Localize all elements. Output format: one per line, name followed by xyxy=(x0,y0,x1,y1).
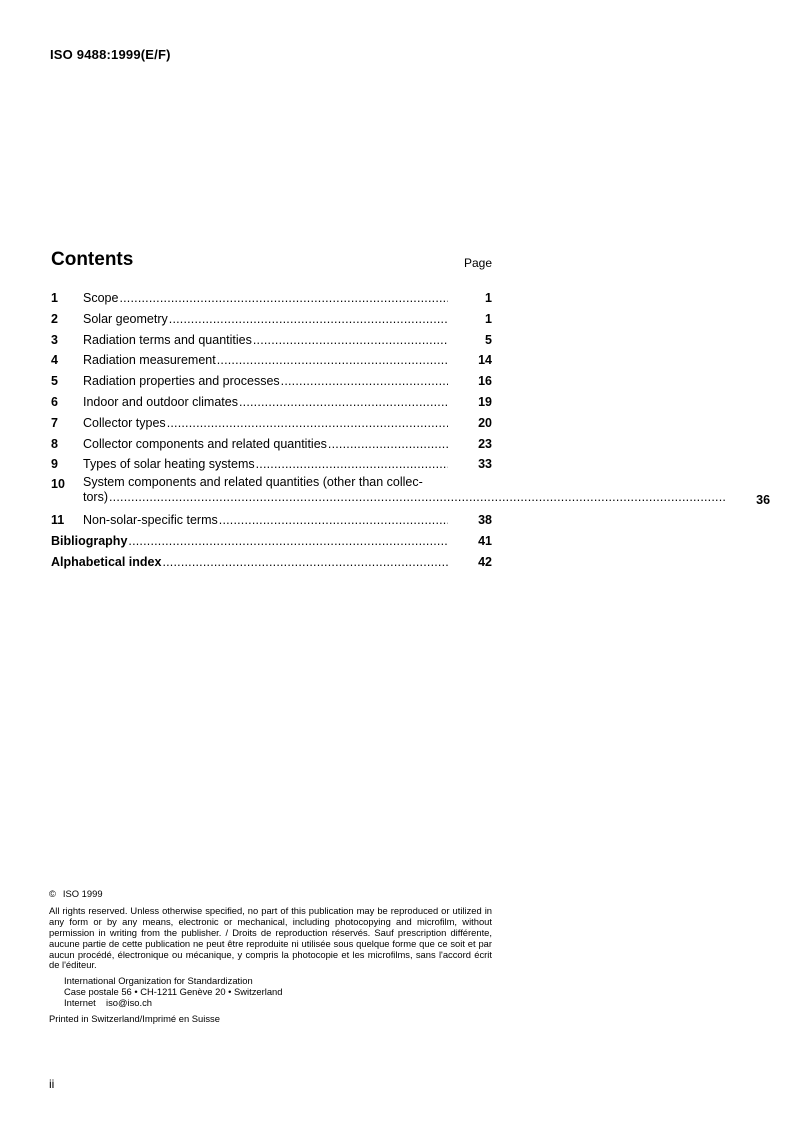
table-of-contents xyxy=(51,288,771,573)
toc-leader-dots xyxy=(169,309,448,330)
publisher-postal-address: Case postale 56 • CH-1211 Genève 20 • Switzerland xyxy=(64,986,283,998)
toc-leader-dots xyxy=(109,490,726,505)
publisher-internet-line xyxy=(64,998,492,1009)
toc-entry-number: 11 xyxy=(51,513,65,528)
toc-entry-label: Scope xyxy=(83,291,119,305)
toc-entry-solar-geometry[interactable] xyxy=(51,309,492,330)
toc-entry-label: Solar geometry xyxy=(83,311,168,326)
toc-entry-number: 1 xyxy=(51,291,58,305)
toc-entry-bibliography[interactable] xyxy=(51,531,492,552)
toc-entry-label: Collector types xyxy=(83,415,166,430)
toc-entry-page: 41 xyxy=(478,533,492,548)
toc-leader-dots xyxy=(167,413,448,434)
toc-leader-dots xyxy=(119,288,448,309)
toc-entry-page: 33 xyxy=(478,457,492,472)
internet-email-link[interactable]: iso@iso.ch xyxy=(106,997,152,1009)
toc-entry-page: 20 xyxy=(478,415,492,430)
printed-in-statement: Printed in Switzerland/Imprimé en Suisse xyxy=(49,1013,220,1025)
toc-entry-number: 7 xyxy=(51,415,58,430)
toc-entry-collector-components[interactable] xyxy=(51,434,492,455)
toc-entry-radiation-measurement[interactable] xyxy=(51,350,492,371)
toc-entry-radiation-terms[interactable] xyxy=(51,330,492,351)
toc-leader-dots xyxy=(219,510,448,531)
page-number: ii xyxy=(49,1077,55,1091)
toc-entry-number: 4 xyxy=(51,353,58,368)
toc-entry-page: 1 xyxy=(485,291,492,305)
toc-leader-dots xyxy=(128,531,448,552)
toc-entry-climates[interactable] xyxy=(51,392,492,413)
toc-entry-scope[interactable] xyxy=(51,288,492,309)
toc-entry-page: 14 xyxy=(478,353,492,368)
toc-entry-label: Radiation measurement xyxy=(83,353,216,368)
copyright-text: ISO 1999 xyxy=(62,888,103,899)
document-id-header: ISO 9488:1999(E/F) xyxy=(50,47,171,62)
toc-entry-number: 8 xyxy=(51,436,58,451)
toc-leader-dots xyxy=(162,552,448,573)
toc-entry-system-components[interactable] xyxy=(51,475,771,510)
toc-entry-page: 16 xyxy=(478,374,492,389)
toc-leader-dots xyxy=(239,392,448,413)
toc-entry-page: 1 xyxy=(485,311,492,326)
publisher-address xyxy=(49,976,492,1009)
toc-entry-number: 3 xyxy=(51,332,58,347)
toc-entry-label: Indoor and outdoor climates xyxy=(83,394,238,409)
toc-entry-label-wrap xyxy=(83,475,730,505)
publisher-name: International Organization for Standardization xyxy=(64,975,253,987)
toc-entry-number: 6 xyxy=(51,394,58,409)
toc-leader-dots xyxy=(253,330,448,351)
toc-entry-label: Bibliography xyxy=(51,533,128,548)
toc-leader-dots xyxy=(328,434,448,455)
toc-entry-heating-systems[interactable] xyxy=(51,454,492,475)
toc-entry-label: Radiation terms and quantities xyxy=(83,332,252,347)
copyright-icon: © xyxy=(49,888,56,899)
toc-entry-label-line1: System components and related quantities (other than collec- xyxy=(83,475,423,490)
toc-entry-number: 10 xyxy=(51,477,65,492)
toc-entry-page: 19 xyxy=(478,394,492,409)
toc-entry-label: Non-solar-specific terms xyxy=(83,513,218,528)
toc-entry-radiation-properties[interactable] xyxy=(51,371,492,392)
toc-entry-non-solar-terms[interactable] xyxy=(51,510,492,531)
toc-entry-number: 9 xyxy=(51,457,58,472)
toc-leader-dots xyxy=(281,371,448,392)
toc-leader-dots xyxy=(217,350,448,371)
toc-entry-page: 42 xyxy=(478,554,492,569)
toc-entry-label: Collector components and related quantities xyxy=(83,436,327,451)
toc-entry-page: 38 xyxy=(478,513,492,528)
toc-entry-label: Radiation properties and processes xyxy=(83,374,280,389)
toc-entry-alphabetical-index[interactable] xyxy=(51,552,492,573)
copyright-block xyxy=(49,889,492,1025)
toc-entry-number: 2 xyxy=(51,311,58,326)
toc-entry-label-line2-row xyxy=(83,490,730,505)
toc-entry-page: 36 xyxy=(756,493,771,508)
toc-entry-label: Types of solar heating systems xyxy=(83,457,255,472)
contents-page-label: Page xyxy=(463,256,492,270)
toc-entry-label-line2: tors) xyxy=(83,490,108,505)
toc-entry-collector-types[interactable] xyxy=(51,413,492,434)
toc-leader-dots xyxy=(256,454,448,475)
copyright-line xyxy=(49,889,492,900)
contents-title: Contents xyxy=(51,249,134,270)
internet-label: Internet xyxy=(64,997,96,1009)
toc-entry-page: 5 xyxy=(485,332,492,347)
toc-entry-number: 5 xyxy=(51,374,58,389)
rights-statement: All rights reserved. Unless otherwise specified, no part of this publication may be reproduced or utilized in any form or by any means, electronic or mechanical, including photocopying and microfilm, without permission in writing from the publisher. / Droits de reproduction réservés. Sauf prescription différente, aucune partie de cette publication ne peut être reproduite ni utilisée sous quelque forme que ce soit et par aucun procédé, électronique ou mécanique, y compris la photocopie et les microfilms, sans l'accord écrit de l'éditeur. xyxy=(49,904,492,971)
toc-entry-label: Alphabetical index xyxy=(51,554,162,569)
toc-entry-page: 23 xyxy=(478,436,492,451)
